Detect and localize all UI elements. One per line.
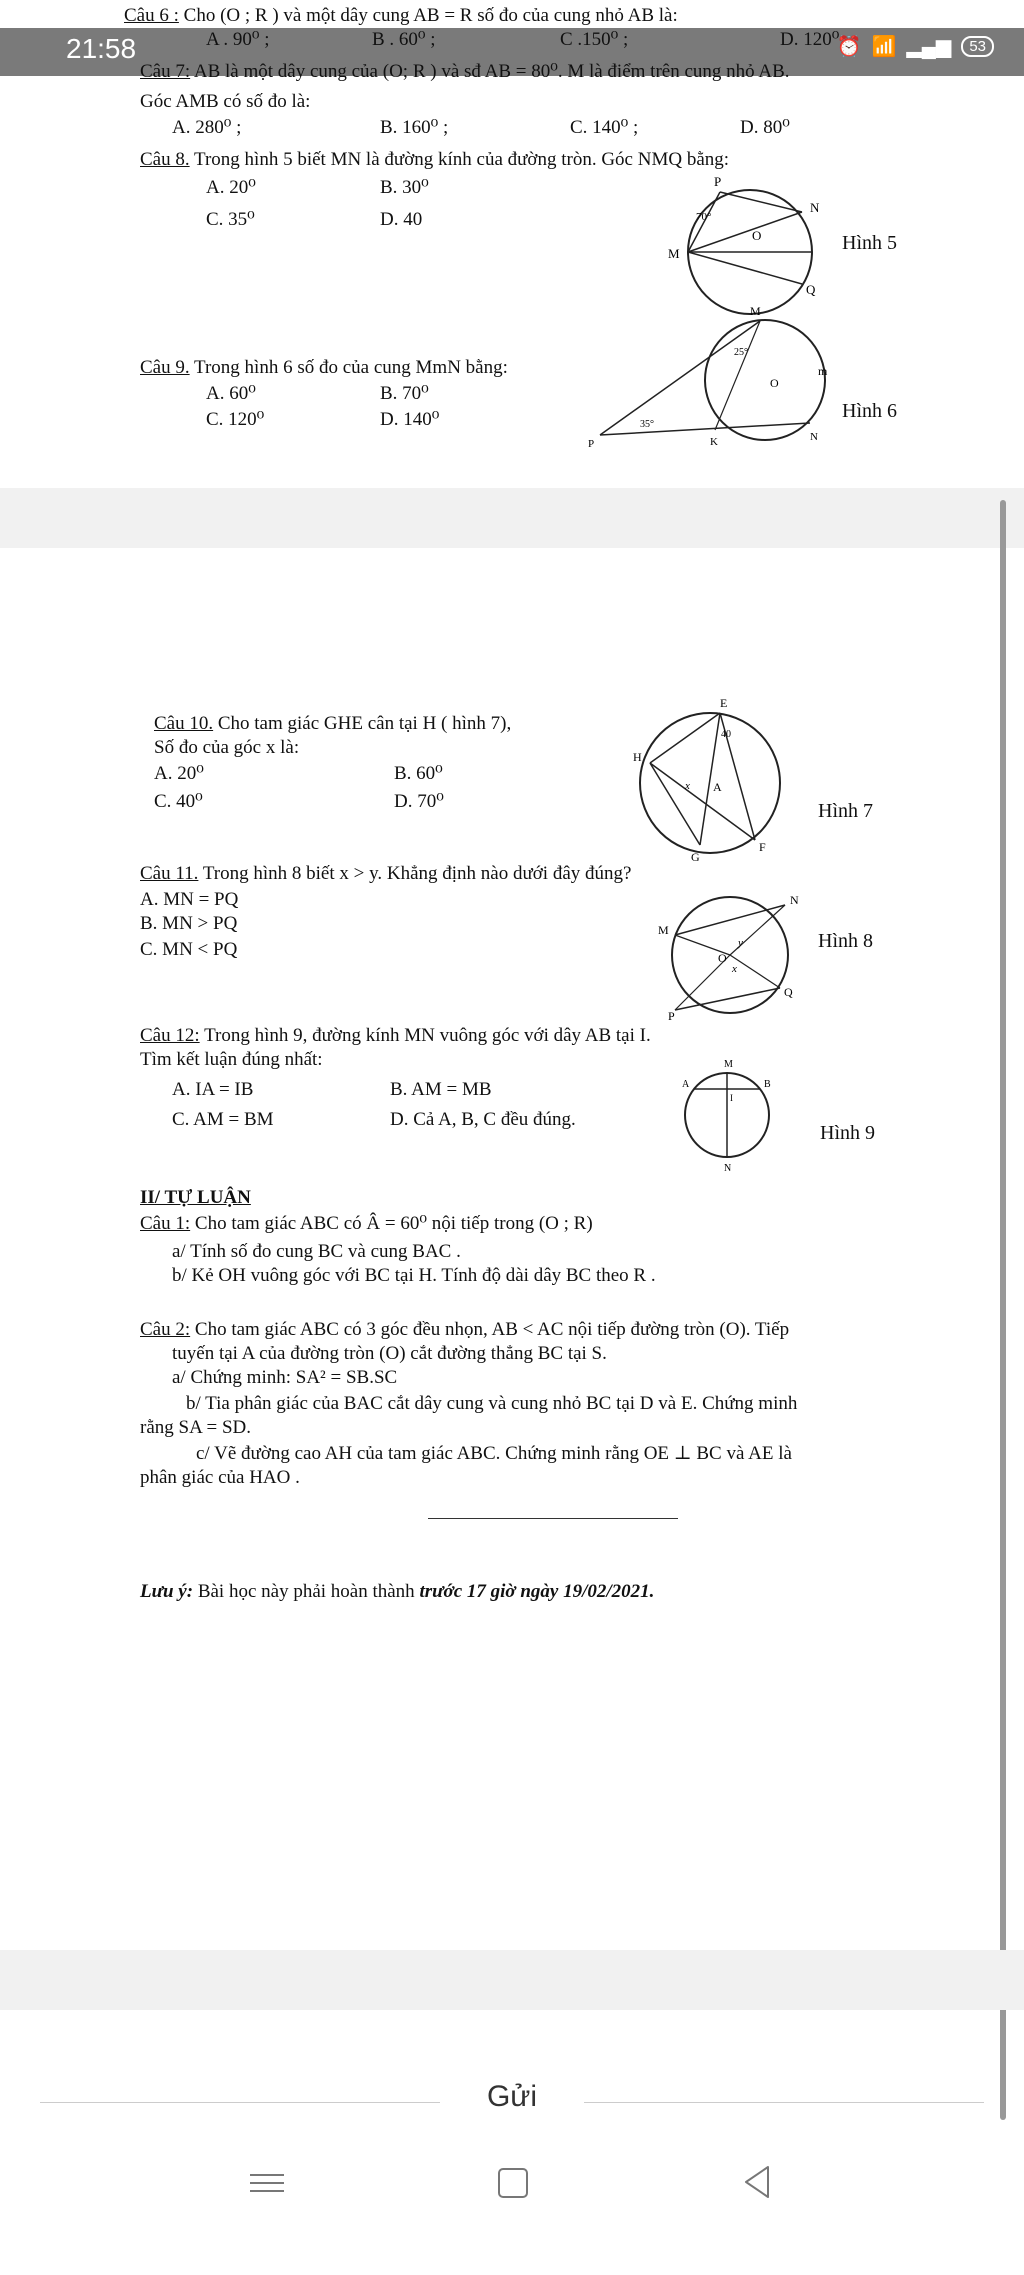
c2-part-a: a/ Chứng minh: SA² = SB.SC [172, 1367, 398, 1388]
fig6-M: M [750, 305, 761, 318]
fig9-I: I [730, 1093, 733, 1103]
figure-7 [625, 695, 795, 865]
q7-opt-c: C. 140⁰ ; [570, 117, 639, 138]
back-icon[interactable] [740, 2164, 774, 2200]
fig9-A: A [682, 1079, 690, 1090]
q12-opt-c: C. AM = BM [172, 1109, 274, 1130]
q12-title: Câu 12: [140, 1025, 200, 1046]
q12-text: Trong hình 9, đường kính MN vuông góc với dây AB tại I. [204, 1025, 651, 1046]
fig5-O: O [752, 228, 762, 243]
figure-5 [660, 172, 840, 322]
figure-9-label: Hình 9 [820, 1122, 875, 1144]
status-icons [837, 34, 994, 59]
c1-part-b: b/ Kẻ OH vuông góc với BC tại H. Tính độ dài dây BC theo R . [172, 1265, 656, 1286]
q7-line2: Góc AMB có số đo là: [140, 91, 311, 112]
fig8-x: x [732, 963, 737, 975]
fig5-chord-pn [720, 192, 802, 212]
q10-opt-c: C. 40⁰ [154, 791, 203, 812]
battery-icon: 53 [961, 36, 994, 57]
q9-opt-d: D. 140⁰ [380, 409, 440, 430]
question-8 [140, 148, 1000, 172]
menu-icon[interactable] [250, 2168, 284, 2198]
q6-text: Cho (O ; R ) và một dây cung AB = R số đo của cung nhỏ AB là: [183, 5, 678, 26]
fig5-M: M [668, 246, 680, 261]
q9-title: Câu 9. [140, 357, 190, 378]
fig5-angle: 70° [696, 211, 712, 223]
fig6-circle [705, 320, 825, 440]
fig8-oq [730, 955, 780, 988]
home-icon[interactable] [498, 2168, 528, 2198]
q9-text: Trong hình 6 số đo của cung MmN bằng: [194, 357, 508, 378]
q10-opt-a: A. 20⁰ [154, 763, 204, 784]
fig7-F: F [759, 840, 766, 854]
q8-opt-d: D. 40 [380, 209, 423, 230]
fig8-y: y [738, 937, 743, 949]
fig6-angle-1: 25° [734, 347, 748, 358]
c2-part-b-2: rằng SA = SD. [140, 1417, 252, 1438]
fig5-chord-mq [688, 252, 802, 284]
figure-8 [640, 890, 810, 1020]
q11-opt-c: C. MN < PQ [140, 939, 238, 960]
fig7-angle: 40 [721, 729, 731, 740]
q8-opt-b: B. 30⁰ [380, 177, 429, 198]
fig8-M: M [658, 923, 669, 937]
q8-opt-a: A. 20⁰ [206, 177, 256, 198]
fig8-O: O [718, 951, 727, 965]
q8-text: Trong hình 5 biết MN là đường kính của đường tròn. Góc NMQ bằng: [194, 149, 730, 170]
q11-text: Trong hình 8 biết x > y. Khẳng định nào dưới đây đúng? [202, 863, 632, 884]
alarm-icon: ⏰ [836, 36, 862, 58]
fig9-M: M [724, 1059, 733, 1070]
q12-opt-b: B. AM = MB [390, 1079, 492, 1100]
wifi-icon: 📶 [871, 36, 897, 58]
fig5-P: P [714, 174, 722, 189]
fig6-K: K [710, 436, 718, 448]
q8-opt-c: C. 35⁰ [206, 209, 255, 230]
fig5-N: N [810, 200, 820, 215]
fig7-x: x [685, 780, 690, 792]
q9-opt-a: A. 60⁰ [206, 383, 256, 404]
question-11 [140, 862, 900, 886]
q7-opt-a: A. 280⁰ ; [172, 117, 242, 138]
figure-8-label: Hình 8 [818, 930, 873, 952]
fig7-eg [700, 713, 720, 845]
fig5-Q: Q [806, 282, 816, 297]
note-label: Lưu ý: [140, 1581, 194, 1602]
figure-7-label: Hình 7 [818, 800, 873, 822]
signal-icon: ▂▄▆ [906, 36, 952, 58]
essay-question-2 [140, 1318, 1000, 1342]
note-deadline: trước 17 giờ ngày 19/02/2021. [419, 1581, 655, 1602]
page-gap [0, 488, 1024, 548]
fig6-O: O [770, 376, 779, 390]
fig7-eh [650, 713, 720, 763]
q11-opt-a: A. MN = PQ [140, 889, 239, 910]
fig8-N: N [790, 893, 799, 907]
q10-title: Câu 10. [154, 713, 214, 734]
note [140, 1580, 960, 1604]
fig7-H: H [633, 750, 642, 764]
q10-text: Cho tam giác GHE cân tại H ( hình 7), [217, 713, 512, 734]
question-6 [124, 4, 964, 28]
fig6-P: P [588, 438, 595, 450]
fig6-m: m [818, 364, 828, 378]
essay-question-1 [140, 1212, 900, 1236]
c1-text: Cho tam giác ABC có Â = 60⁰ nội tiếp trong (O ; R) [194, 1213, 593, 1234]
question-12 [140, 1024, 900, 1048]
q6-opt-d: D. 120⁰ [780, 29, 840, 50]
q6-opt-c: C .150⁰ ; [560, 29, 629, 50]
fig9-B: B [764, 1079, 771, 1090]
fig7-A: A [713, 780, 722, 794]
q7-title: Câu 7: [140, 61, 191, 82]
fig6-secant-2 [600, 423, 810, 435]
q11-title: Câu 11. [140, 863, 199, 884]
figure-9 [672, 1055, 782, 1175]
q7-opt-d: D. 80⁰ [740, 117, 790, 138]
q6-title: Câu 6 : [124, 5, 179, 26]
section-2-title: II/ TỰ LUẬN [140, 1187, 251, 1208]
fig7-E: E [720, 696, 728, 710]
fig7-G: G [691, 850, 700, 864]
q6-opt-b: B . 60⁰ ; [372, 29, 436, 50]
question-10 [154, 712, 654, 736]
c1-part-a: a/ Tính số đo cung BC và cung BAC . [172, 1241, 461, 1262]
note-text: Bài học này phải hoàn thành [197, 1581, 415, 1602]
q10-opt-b: B. 60⁰ [394, 763, 443, 784]
q12-opt-d: D. Cả A, B, C đều đúng. [390, 1109, 576, 1130]
fig9-N: N [724, 1163, 732, 1174]
q10-line2: Số đo của góc x là: [154, 737, 300, 758]
page-gap-bottom [0, 1950, 1024, 2010]
c2-text: Cho tam giác ABC có 3 góc đều nhọn, AB < AC nội tiếp đường tròn (O). Tiếp [194, 1319, 790, 1340]
figure-6 [580, 305, 830, 455]
divider-line [428, 1518, 678, 1519]
fig8-P: P [668, 1009, 675, 1020]
fig6-N: N [810, 431, 818, 443]
c1-title: Câu 1: [140, 1213, 191, 1234]
q6-opt-a: A . 90⁰ ; [206, 29, 270, 50]
figure-6-label: Hình 6 [842, 400, 897, 422]
q9-opt-b: B. 70⁰ [380, 383, 429, 404]
status-time: 21:58 [66, 33, 137, 64]
c2-part-c-2: phân giác của HAO . [140, 1467, 300, 1488]
q8-title: Câu 8. [140, 149, 190, 170]
q11-opt-b: B. MN > PQ [140, 913, 238, 934]
send-button[interactable] [0, 2080, 1024, 2114]
fig8-Q: Q [784, 985, 793, 999]
q10-opt-d: D. 70⁰ [394, 791, 444, 812]
fig6-angle-2: 35° [640, 419, 654, 430]
c2-part-b-1: b/ Tia phân giác của BAC cắt dây cung và cung nhỏ BC tại D và E. Chứng minh [186, 1393, 798, 1414]
send-button-label: Gửi [467, 2080, 557, 2113]
figure-5-label: Hình 5 [842, 232, 897, 254]
c2-title: Câu 2: [140, 1319, 191, 1340]
question-7 [140, 60, 1000, 84]
scrollbar[interactable] [1000, 500, 1006, 2120]
q7-text: AB là một dây cung của (O; R ) và sđ AB = 80⁰. M là điểm trên cung nhỏ AB. [193, 61, 790, 82]
navigation-bar [0, 2150, 1024, 2230]
q12-opt-a: A. IA = IB [172, 1079, 254, 1100]
c2-line2: tuyến tại A của đường tròn (O) cắt đường thẳng BC tại S. [172, 1343, 607, 1364]
q9-opt-c: C. 120⁰ [206, 409, 265, 430]
c2-part-c-1: c/ Vẽ đường cao AH của tam giác ABC. Chứng minh rằng OE ⊥ BC và AE là [196, 1443, 792, 1464]
fig7-hg [650, 763, 700, 845]
q7-opt-b: B. 160⁰ ; [380, 117, 449, 138]
q12-line2: Tìm kết luận đúng nhất: [140, 1049, 323, 1070]
